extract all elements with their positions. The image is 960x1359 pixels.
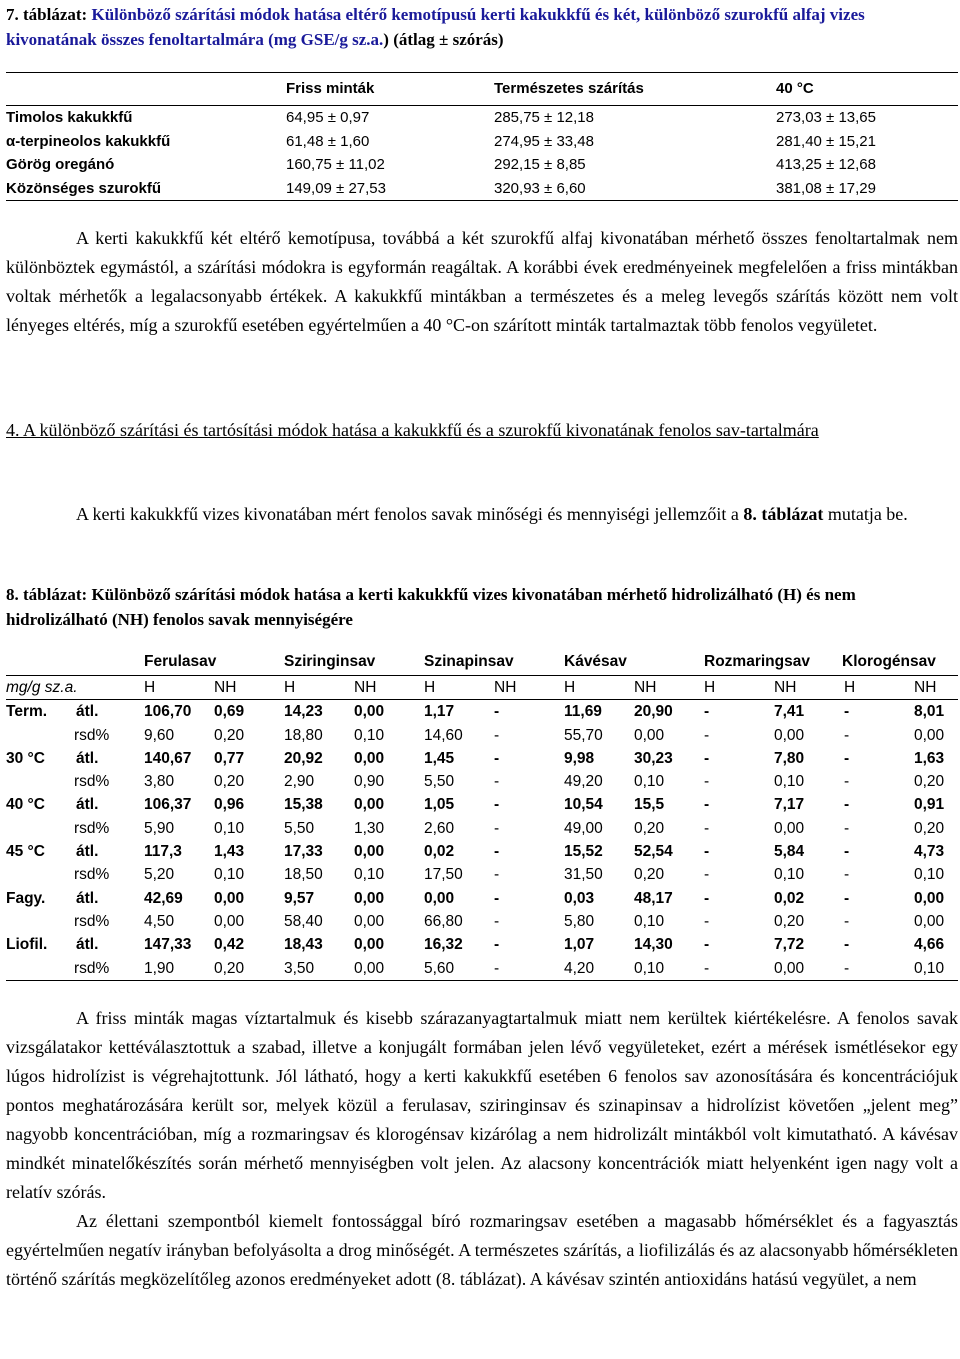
table-cell: 0,00: [914, 726, 945, 744]
table-cell: 292,15 ± 8,85: [494, 156, 586, 173]
table7-caption: [6, 2, 956, 52]
table-cell: 0,20: [214, 959, 245, 977]
subheader: H: [704, 679, 716, 696]
table-cell: 140,67: [144, 749, 192, 767]
paragraph-fresh-samples: A friss minták magas víztartalmuk és kisebb szárazanyagtartalmuk miatt nem kerültek kiértékelésre. A fenolos savak vizsgálatakor kettéválasztottuk a szabad, illetve a konjugált formában jelen lévő vegyületeket, ezért a mérések ismétlésekor egy lúgos hidrolízist is végrehajtottunk. Jól látható, hogy a kerti kakukkfű esetében 6 fenolos sav azonosítására és koncentrációjuk pontos meghatározására került sor, melyek közül a ferulasav, sziringinsav és szinapinsav a hidrolízist követően „jelent meg” nagyobb koncentrációban, míg a rozmaringsav és klorogénsav kizárólag a nem hidrolizált mintákból volt kimutatható. A kávésav mindkét minatelőkészítés során mérhető mennyiségben volt jelen. Az alacsony koncentrációk miatt helyenként igen nagy volt a relatív szórás.: [6, 1008, 958, 1202]
subheader: H: [844, 679, 856, 696]
paragraph-total-phenols: A kerti kakukkfű két eltérő kemotípusa, továbbá a két szurokfű alfaj kivonatában mérhető összes fenoltartalmak nem különböztek egymástól, a szárítási módokra is egyformán reagáltak. A korábbi évek eredményeinek megfelelően a friss mintákban voltak mérhetők a legalacsonyabb értékek. A kakukkfű mintákban a természetes és a meleg levegős szárítás között nem volt lényeges eltérés, míg a szurokfű esetében egyértelműen a 40 °C-on szárított minták tartalmaztak több fenolos vegyületet.: [6, 228, 958, 335]
unit-label: mg/g sz.a.: [6, 679, 78, 696]
table-cell: 14,23: [284, 703, 323, 721]
table-cell: 0,02: [424, 843, 455, 861]
discussion: [6, 1004, 958, 1294]
table-cell: 1,63: [914, 749, 945, 767]
subheader: H: [424, 679, 436, 696]
table-cell: -: [494, 843, 500, 861]
table8-body: [6, 700, 958, 981]
table7-row-label: Görög oregánó: [6, 156, 115, 173]
table-row: [6, 863, 958, 886]
table8-bottom-rule: [6, 980, 958, 981]
table-cell: 0,20: [914, 773, 945, 791]
table-cell: 9,57: [284, 889, 315, 907]
table-cell: -: [494, 773, 500, 791]
table-cell: -: [844, 866, 850, 884]
table-cell: 0,20: [214, 773, 245, 791]
table-cell: -: [844, 912, 850, 930]
table7-caption-prefix: 7. táblázat:: [6, 5, 92, 24]
table-cell: 64,95 ± 0,97: [286, 109, 370, 126]
table-cell: 49,20: [564, 773, 603, 791]
table-cell: 1,05: [424, 796, 455, 814]
table7: [6, 72, 958, 201]
subheader: NH: [914, 679, 937, 696]
table-cell: 4,66: [914, 936, 945, 954]
rsd-label: rsd%: [74, 959, 110, 977]
table-cell: 4,20: [564, 959, 595, 977]
section-heading: 4. A különböző szárítási és tartósítási módok hatása a kakukkfű és a szurokfű kivonatának fenolos sav-tartalmára: [6, 420, 819, 440]
table7-row-label: Timolos kakukkfű: [6, 109, 133, 126]
table-cell: 0,10: [914, 959, 945, 977]
table-cell: -: [494, 912, 500, 930]
mean-label: átl.: [76, 749, 99, 767]
table-cell: 147,33: [144, 936, 192, 954]
subheader: H: [144, 679, 156, 696]
paragraph-intro-table8: [6, 500, 958, 529]
table-row: [6, 957, 958, 980]
table-cell: 149,09 ± 27,53: [286, 179, 386, 197]
table-cell: -: [704, 796, 710, 814]
table-cell: 0,10: [634, 773, 665, 791]
table-cell: 0,00: [774, 819, 805, 837]
table-row: [6, 177, 958, 201]
acid-header: Rozmaringsav: [704, 653, 810, 670]
table-cell: 281,40 ± 15,21: [776, 132, 876, 150]
table-cell: -: [494, 866, 500, 884]
mean-label: átl.: [76, 889, 99, 907]
table-cell: 381,08 ± 17,29: [776, 179, 876, 197]
rsd-label: rsd%: [74, 866, 110, 884]
paragraph-rosmarinic-acid: Az élettani szempontból kiemelt fontossággal bíró rozmaringsav esetében a magasabb hőmérséklet és a fagyasztás egyértelműen negatív irányban befolyásolta a drog minőségét. A természetes szárítás, a liofilizálás és az alacsonyabb hőmérsékleten történő szárítás megközelítőleg azonos eredményeket adott (8. táblázat). A kávésav szintén antioxidáns hatású vegyület, a nem: [6, 1211, 958, 1289]
table-cell: 15,38: [284, 796, 323, 814]
table-cell: 17,50: [424, 866, 463, 884]
table-cell: 285,75 ± 12,18: [494, 109, 594, 126]
table-cell: 3,50: [284, 959, 315, 977]
subheader: NH: [634, 679, 657, 696]
table-row: [6, 817, 958, 840]
table-cell: 15,52: [564, 843, 603, 861]
table-cell: -: [494, 889, 500, 907]
table-cell: 7,17: [774, 796, 805, 814]
table-cell: 30,23: [634, 749, 673, 767]
table-cell: 5,20: [144, 866, 175, 884]
table-cell: 42,69: [144, 889, 183, 907]
table-cell: 7,80: [774, 749, 805, 767]
table-cell: 0,00: [214, 889, 245, 907]
rsd-label: rsd%: [74, 819, 110, 837]
row-group-label: Liofil.: [6, 936, 48, 954]
table-row: [6, 747, 958, 770]
table-cell: 0,00: [354, 703, 385, 721]
table-cell: 0,91: [914, 796, 945, 814]
table-cell: 320,93 ± 6,60: [494, 179, 586, 197]
table-cell: 1,45: [424, 749, 455, 767]
table-row: [6, 724, 958, 747]
table-cell: 58,40: [284, 912, 323, 930]
acid-header: Klorogénsav: [842, 653, 936, 670]
table-cell: 0,00: [424, 889, 455, 907]
table-cell: -: [844, 703, 850, 721]
table-cell: 7,41: [774, 703, 805, 721]
table-cell: 0,10: [354, 726, 385, 744]
table-cell: 0,00: [354, 796, 385, 814]
table8-caption: 8. táblázat: Különböző szárítási módok hatása a kerti kakukkfű vizes kivonatában mérhető hidrolizálható (H) és nem hidrolizálható (NH) fenolos savak mennyiségére: [6, 585, 856, 629]
table-cell: -: [494, 749, 500, 767]
mean-label: átl.: [76, 703, 99, 721]
table-cell: 0,00: [354, 749, 385, 767]
table-cell: -: [844, 749, 850, 767]
rsd-label: rsd%: [74, 726, 110, 744]
table-row: [6, 130, 958, 154]
table-cell: 0,77: [214, 749, 245, 767]
table-cell: 0,10: [214, 866, 245, 884]
table-cell: 0,10: [214, 819, 245, 837]
table-cell: -: [494, 796, 500, 814]
table7-caption-text: Különböző szárítási módok hatása eltérő kemotípusú kerti kakukkfű és két, különböző szurokfű alfaj vizes kivonatának összes fenoltartalmára (mg GSE/g sz.a.: [6, 5, 865, 49]
table-cell: 3,80: [144, 773, 175, 791]
table-cell: 0,00: [774, 959, 805, 977]
table-cell: -: [494, 726, 500, 744]
table-cell: 0,10: [914, 866, 945, 884]
table-cell: -: [494, 959, 500, 977]
table7-header-natural: Természetes szárítás: [494, 80, 644, 97]
rsd-label: rsd%: [74, 912, 110, 930]
table8: [6, 648, 958, 981]
table-row: [6, 840, 958, 863]
subheader: NH: [214, 679, 237, 696]
table-cell: -: [704, 912, 710, 930]
table7-row-label: α-terpineolos kakukkfű: [6, 132, 171, 150]
table-cell: 18,43: [284, 936, 323, 954]
table-cell: 14,60: [424, 726, 463, 744]
paragraph2-text: A kerti kakukkfű vizes kivonatában mért fenolos savak minőségi és mennyiségi jellemzőit a: [76, 504, 744, 524]
table-cell: 1,90: [144, 959, 175, 977]
table-cell: -: [704, 843, 710, 861]
table-cell: -: [844, 726, 850, 744]
table-cell: 5,80: [564, 912, 595, 930]
rsd-label: rsd%: [74, 773, 110, 791]
table-cell: 1,30: [354, 819, 385, 837]
table-cell: -: [844, 936, 850, 954]
table-cell: 0,10: [634, 912, 665, 930]
table-cell: 0,90: [354, 773, 385, 791]
subheader: NH: [774, 679, 797, 696]
table-cell: 0,96: [214, 796, 245, 814]
table-cell: 413,25 ± 12,68: [776, 156, 876, 173]
table8-reference: 8. táblázat: [743, 504, 824, 524]
table-cell: 0,20: [634, 819, 665, 837]
table-cell: 0,00: [774, 726, 805, 744]
table7-header-fresh: Friss minták: [286, 80, 375, 97]
table-cell: 9,60: [144, 726, 175, 744]
table-cell: 18,80: [284, 726, 323, 744]
table-cell: 5,90: [144, 819, 175, 837]
table-cell: 0,42: [214, 936, 245, 954]
table-cell: 274,95 ± 33,48: [494, 132, 594, 150]
subheader: NH: [354, 679, 377, 696]
table-cell: 5,60: [424, 959, 455, 977]
acid-header: Kávésav: [564, 653, 627, 670]
table-cell: -: [704, 749, 710, 767]
row-group-label: Fagy.: [6, 889, 46, 907]
table-cell: 17,33: [284, 843, 323, 861]
table-cell: 9,98: [564, 749, 595, 767]
table-cell: -: [704, 703, 710, 721]
table-cell: 66,80: [424, 912, 463, 930]
table-cell: -: [844, 819, 850, 837]
row-group-label: Term.: [6, 703, 48, 721]
table-cell: 15,5: [634, 796, 665, 814]
table-cell: 0,10: [774, 866, 805, 884]
table-row: [6, 153, 958, 177]
table-cell: -: [844, 843, 850, 861]
subheader: NH: [494, 679, 517, 696]
table-cell: 0,20: [634, 866, 665, 884]
acid-header: Szinapinsav: [424, 653, 514, 670]
table-cell: 16,32: [424, 936, 463, 954]
subheader: H: [564, 679, 576, 696]
table-cell: 4,50: [144, 912, 175, 930]
acid-header: Sziringinsav: [284, 653, 376, 670]
table-cell: 106,37: [144, 796, 192, 814]
table-cell: -: [704, 866, 710, 884]
table-cell: 10,54: [564, 796, 603, 814]
table7-bottom-rule: [6, 200, 958, 201]
table-cell: 0,20: [914, 819, 945, 837]
table-cell: 11,69: [564, 703, 602, 721]
table-cell: -: [494, 819, 500, 837]
table-cell: 117,3: [144, 843, 182, 861]
table7-header-row: [6, 73, 958, 105]
table-row: [6, 770, 958, 793]
table-cell: -: [704, 936, 710, 954]
table-cell: 0,00: [914, 912, 945, 930]
paragraph2-end: mutatja be.: [823, 504, 908, 524]
mean-label: átl.: [76, 843, 99, 861]
mean-label: átl.: [76, 936, 99, 954]
table-cell: 18,50: [284, 866, 323, 884]
mean-label: átl.: [76, 796, 99, 814]
table-cell: 1,07: [564, 936, 595, 954]
table-row: [6, 887, 958, 910]
table-cell: 8,01: [914, 703, 945, 721]
table7-row-label: Közönséges szurokfű: [6, 179, 162, 197]
table-cell: 0,10: [634, 959, 665, 977]
subheader: H: [284, 679, 296, 696]
table-cell: 61,48 ± 1,60: [286, 132, 370, 150]
table-cell: 55,70: [564, 726, 603, 744]
acid-header: Ferulasav: [144, 653, 217, 670]
table8-acid-header-row: [6, 648, 958, 675]
table-cell: 0,10: [354, 866, 385, 884]
table-cell: 0,69: [214, 703, 245, 721]
row-group-label: 30 °C: [6, 749, 45, 767]
table-cell: 0,00: [354, 843, 385, 861]
table-cell: -: [704, 819, 710, 837]
table-cell: 106,70: [144, 703, 192, 721]
table-cell: 0,20: [214, 726, 245, 744]
table-cell: 0,00: [354, 936, 385, 954]
table-cell: 49,00: [564, 819, 603, 837]
table7-caption-suffix: ) (átlag ± szórás): [383, 30, 504, 49]
table-cell: -: [494, 936, 500, 954]
table-row: [6, 106, 958, 130]
table-cell: 20,90: [634, 703, 673, 721]
table-row: [6, 700, 958, 723]
table-cell: 2,90: [284, 773, 315, 791]
table-cell: 0,10: [774, 773, 805, 791]
table-row: [6, 793, 958, 816]
table-row: [6, 933, 958, 956]
table-cell: 160,75 ± 11,02: [286, 156, 385, 173]
table-cell: -: [844, 959, 850, 977]
table-cell: 273,03 ± 13,65: [776, 109, 876, 126]
table-cell: 5,84: [774, 843, 805, 861]
table8-subheader-row: [6, 676, 958, 699]
table-cell: 0,03: [564, 889, 595, 907]
table-cell: 4,73: [914, 843, 945, 861]
table-cell: 52,54: [634, 843, 673, 861]
table-cell: 0,00: [354, 959, 385, 977]
table-cell: -: [704, 773, 710, 791]
table-cell: 5,50: [284, 819, 315, 837]
table-cell: 1,17: [424, 703, 455, 721]
table7-header-40c: 40 °C: [776, 80, 814, 97]
table-cell: 0,00: [354, 912, 385, 930]
table-cell: -: [844, 796, 850, 814]
table-cell: 0,00: [634, 726, 665, 744]
table-cell: 20,92: [284, 749, 323, 767]
table-cell: 48,17: [634, 889, 673, 907]
row-group-label: 40 °C: [6, 796, 45, 814]
table-cell: -: [704, 889, 710, 907]
table-cell: 7,72: [774, 936, 805, 954]
table-cell: 0,00: [214, 912, 245, 930]
table-cell: 2,60: [424, 819, 455, 837]
table-cell: 0,00: [914, 889, 945, 907]
row-group-label: 45 °C: [6, 843, 45, 861]
table-cell: -: [704, 959, 710, 977]
table-cell: 31,50: [564, 866, 603, 884]
table-cell: 0,02: [774, 889, 805, 907]
table-cell: -: [494, 703, 500, 721]
table-row: [6, 910, 958, 933]
table-cell: 5,50: [424, 773, 455, 791]
table-cell: 1,43: [214, 843, 245, 861]
table-cell: -: [844, 773, 850, 791]
table-cell: 0,00: [354, 889, 385, 907]
table-cell: -: [844, 889, 850, 907]
table-cell: 0,20: [774, 912, 805, 930]
table-cell: -: [704, 726, 710, 744]
table-cell: 14,30: [634, 936, 673, 954]
